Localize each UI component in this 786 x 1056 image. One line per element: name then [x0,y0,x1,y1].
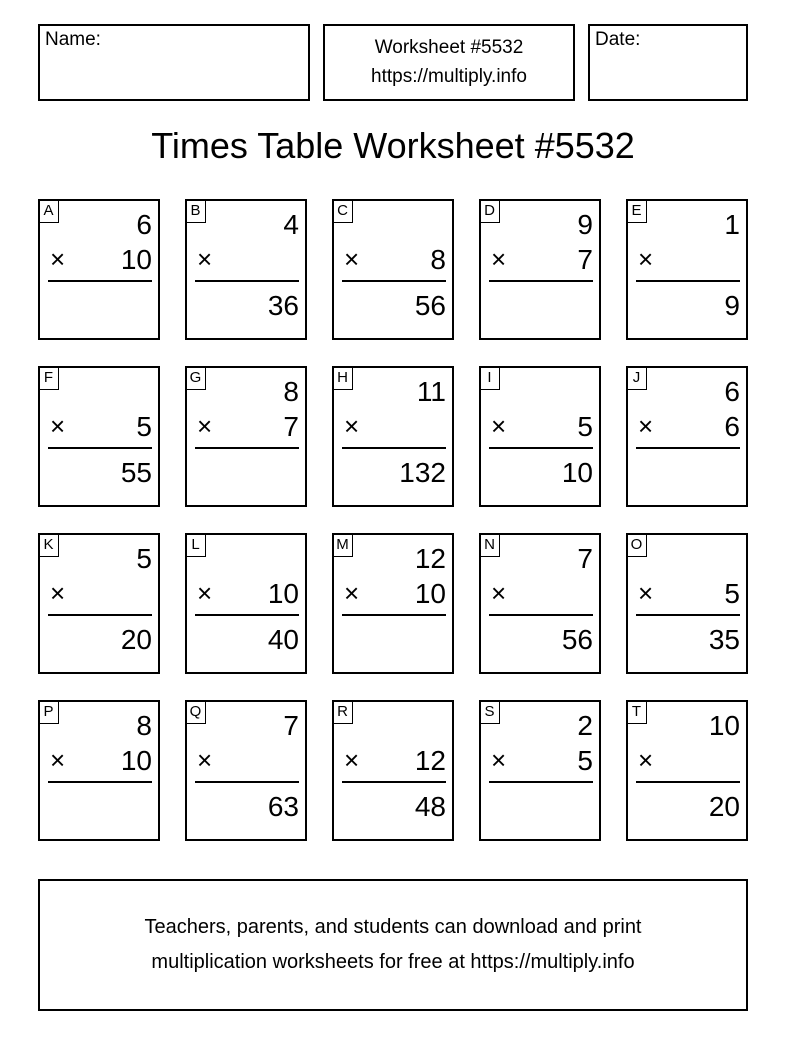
multiply-sign: × [344,745,360,775]
problem-letter: P [38,700,59,724]
problem-card [38,199,160,340]
problem-multiplier: 6 [724,411,740,442]
problem-letter: G [185,366,206,390]
problem-answer: 55 [120,457,152,488]
answer-line [195,447,299,449]
problem-letter: M [332,533,353,557]
problem-letter: H [332,366,353,390]
multiply-sign: × [197,411,213,441]
problem-letter: L [185,533,206,557]
problem-multiplier: 5 [577,745,593,776]
answer-line [48,781,152,783]
problem-card [332,533,454,674]
multiply-sign: × [197,745,213,775]
problem-top-number: 12 [414,543,446,574]
problem-card [185,700,307,841]
problem-top-number: 8 [283,376,299,407]
multiply-sign: × [50,745,66,775]
problem-answer: 56 [414,290,446,321]
problem-answer: 10 [561,457,593,488]
problem-letter: Q [185,700,206,724]
answer-line [195,280,299,282]
worksheet-url: https://multiply.info [371,66,527,87]
problem-card [332,700,454,841]
problem-letter: A [38,199,59,223]
footer-line-2: multiplication worksheets for free at https://multiply.info [151,951,635,973]
problem-top-number: 4 [283,209,299,240]
answer-line [636,614,740,616]
problem-letter: S [479,700,500,724]
problem-letter: R [332,700,353,724]
problem-card [38,366,160,507]
multiply-sign: × [491,411,507,441]
multiply-sign: × [344,244,360,274]
problem-multiplier: 5 [724,578,740,609]
problem-top-number: 11 [416,376,446,407]
problem-letter: E [626,199,647,223]
problem-card [479,366,601,507]
problem-letter: O [626,533,647,557]
answer-line [48,614,152,616]
problem-top-number: 9 [577,209,593,240]
problem-top-number: 6 [724,376,740,407]
multiply-sign: × [491,244,507,274]
date-field-box [588,24,748,101]
problem-top-number: 6 [136,209,152,240]
problem-multiplier: 7 [577,244,593,275]
answer-line [489,280,593,282]
problem-answer: 40 [267,624,299,655]
footer-box [38,879,748,1011]
multiply-sign: × [197,578,213,608]
problem-card [626,700,748,841]
date-label: Date: [595,29,641,50]
multiply-sign: × [50,244,66,274]
problem-multiplier: 10 [414,578,446,609]
worksheet-info-box [323,24,575,101]
problem-card [626,366,748,507]
problem-letter: I [479,366,500,390]
problem-card [185,533,307,674]
answer-line [489,447,593,449]
problem-card [626,199,748,340]
problem-multiplier: 10 [267,578,299,609]
problem-top-number: 1 [724,209,740,240]
problem-card [185,366,307,507]
answer-line [342,614,446,616]
multiply-sign: × [344,411,360,441]
problem-letter: T [626,700,647,724]
problem-multiplier: 8 [430,244,446,275]
answer-line [48,280,152,282]
name-field-box [38,24,310,101]
problem-top-number: 10 [708,710,740,741]
problem-answer: 20 [708,791,740,822]
answer-line [342,781,446,783]
worksheet-number: Worksheet #5532 [374,37,524,58]
problem-multiplier: 5 [577,411,593,442]
problem-top-number: 7 [577,543,593,574]
problem-card [332,199,454,340]
answer-line [636,280,740,282]
multiply-sign: × [638,745,654,775]
multiply-sign: × [50,578,66,608]
multiply-sign: × [50,411,66,441]
problem-letter: J [626,366,647,390]
problem-multiplier: 10 [120,244,152,275]
problem-answer: 36 [267,290,299,321]
problem-card [38,700,160,841]
problem-answer: 20 [120,624,152,655]
problem-top-number: 8 [136,710,152,741]
multiply-sign: × [197,244,213,274]
answer-line [342,280,446,282]
problem-letter: D [479,199,500,223]
problem-answer: 63 [267,791,299,822]
problem-multiplier: 5 [136,411,152,442]
problem-card [479,533,601,674]
answer-line [489,614,593,616]
answer-line [489,781,593,783]
multiply-sign: × [344,578,360,608]
problem-answer: 35 [708,624,740,655]
problem-answer: 56 [561,624,593,655]
problem-card [479,199,601,340]
problem-top-number: 2 [577,710,593,741]
problem-card [38,533,160,674]
name-label: Name: [45,29,101,50]
problem-multiplier: 7 [283,411,299,442]
problem-card [626,533,748,674]
problem-letter: F [38,366,59,390]
multiply-sign: × [491,745,507,775]
problem-top-number: 7 [283,710,299,741]
answer-line [48,447,152,449]
answer-line [195,614,299,616]
answer-line [195,781,299,783]
problem-top-number: 5 [136,543,152,574]
footer-line-1: Teachers, parents, and students can download and print [144,916,642,938]
multiply-sign: × [638,578,654,608]
problem-answer: 48 [414,791,446,822]
problem-multiplier: 10 [120,745,152,776]
answer-line [342,447,446,449]
multiply-sign: × [638,411,654,441]
problem-card [479,700,601,841]
page-title: Times Table Worksheet #5532 [151,125,635,166]
problem-answer: 132 [399,457,446,488]
problem-letter: B [185,199,206,223]
multiply-sign: × [491,578,507,608]
problem-letter: N [479,533,500,557]
multiply-sign: × [638,244,654,274]
answer-line [636,781,740,783]
problem-answer: 9 [724,290,740,321]
problem-letter: C [332,199,353,223]
answer-line [636,447,740,449]
problem-card [185,199,307,340]
problem-letter: K [38,533,59,557]
problem-card [332,366,454,507]
problem-multiplier: 12 [414,745,446,776]
